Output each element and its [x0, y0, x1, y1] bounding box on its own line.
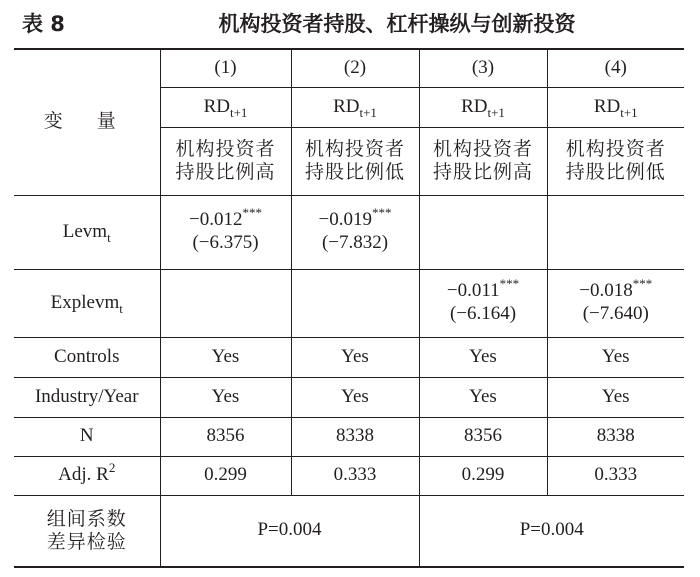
row-label-levm: Levm$_t$ — [14, 195, 160, 269]
table-row-controls — [14, 337, 684, 377]
dep-var-2: $RD_{t+1}$ — [291, 87, 419, 127]
col-number-2: (2) — [291, 49, 419, 87]
regression-table — [14, 48, 684, 568]
adj-r2-value-1: 0.299 — [160, 456, 291, 495]
group-diff-p-34: P=0.004 — [419, 495, 684, 567]
row-label-adj-r2: Adj. $R^2$ — [14, 456, 160, 495]
row-label-group-diff: 组间系数 差异检验 — [14, 495, 160, 567]
controls-value-1: Yes — [160, 337, 291, 377]
row-label-explevm: Explevm$_t$ — [14, 269, 160, 337]
variable-header-cell — [14, 49, 160, 195]
n-value-1: 8356 — [160, 417, 291, 456]
variable-header-label: 变 量 — [43, 110, 130, 133]
controls-value-4: Yes — [547, 337, 684, 377]
table-row-adj-r2 — [14, 456, 684, 495]
industry-year-value-1: Yes — [160, 377, 291, 417]
levm-empty-3 — [419, 195, 547, 269]
group-label-1: 机构投资者 持股比例高 — [160, 127, 291, 195]
industry-year-value-2: Yes — [291, 377, 419, 417]
table-row-explevm — [14, 269, 684, 337]
header-row-numbers — [14, 49, 684, 87]
table-title: 机构投资者持股、杠杆操纵与创新投资 — [218, 12, 576, 36]
n-value-2: 8338 — [291, 417, 419, 456]
col-number-4: (4) — [547, 49, 684, 87]
col-number-1: (1) — [160, 49, 291, 87]
explevm-coef-3: −0.011*** (−6.164) — [419, 269, 547, 337]
table-caption — [22, 6, 682, 42]
group-diff-p-12: P=0.004 — [160, 495, 419, 567]
row-label-n: N — [14, 417, 160, 456]
dep-var-3: $RD_{t+1}$ — [419, 87, 547, 127]
group-label-2: 机构投资者 持股比例低 — [291, 127, 419, 195]
industry-year-value-3: Yes — [419, 377, 547, 417]
table-row-industry-year — [14, 377, 684, 417]
industry-year-value-4: Yes — [547, 377, 684, 417]
col-number-3: (3) — [419, 49, 547, 87]
explevm-empty-2 — [291, 269, 419, 337]
dep-var-4: $RD_{t+1}$ — [547, 87, 684, 127]
table-row-group-diff — [14, 495, 684, 567]
row-label-controls: Controls — [14, 337, 160, 377]
group-label-4: 机构投资者 持股比例低 — [547, 127, 684, 195]
levm-empty-4 — [547, 195, 684, 269]
explevm-coef-4: −0.018*** (−7.640) — [547, 269, 684, 337]
levm-coef-1: −0.012*** (−6.375) — [160, 195, 291, 269]
n-value-3: 8356 — [419, 417, 547, 456]
table-row-n — [14, 417, 684, 456]
explevm-empty-1 — [160, 269, 291, 337]
controls-value-2: Yes — [291, 337, 419, 377]
group-label-3: 机构投资者 持股比例高 — [419, 127, 547, 195]
n-value-4: 8338 — [547, 417, 684, 456]
levm-coef-2: −0.019*** (−7.832) — [291, 195, 419, 269]
adj-r2-value-3: 0.299 — [419, 456, 547, 495]
dep-var-1: $RD_{t+1}$ — [160, 87, 291, 127]
table-number: 表 8 — [22, 12, 65, 36]
adj-r2-value-2: 0.333 — [291, 456, 419, 495]
adj-r2-value-4: 0.333 — [547, 456, 684, 495]
row-label-industry-year: Industry/Year — [14, 377, 160, 417]
table-row-levm — [14, 195, 684, 269]
controls-value-3: Yes — [419, 337, 547, 377]
